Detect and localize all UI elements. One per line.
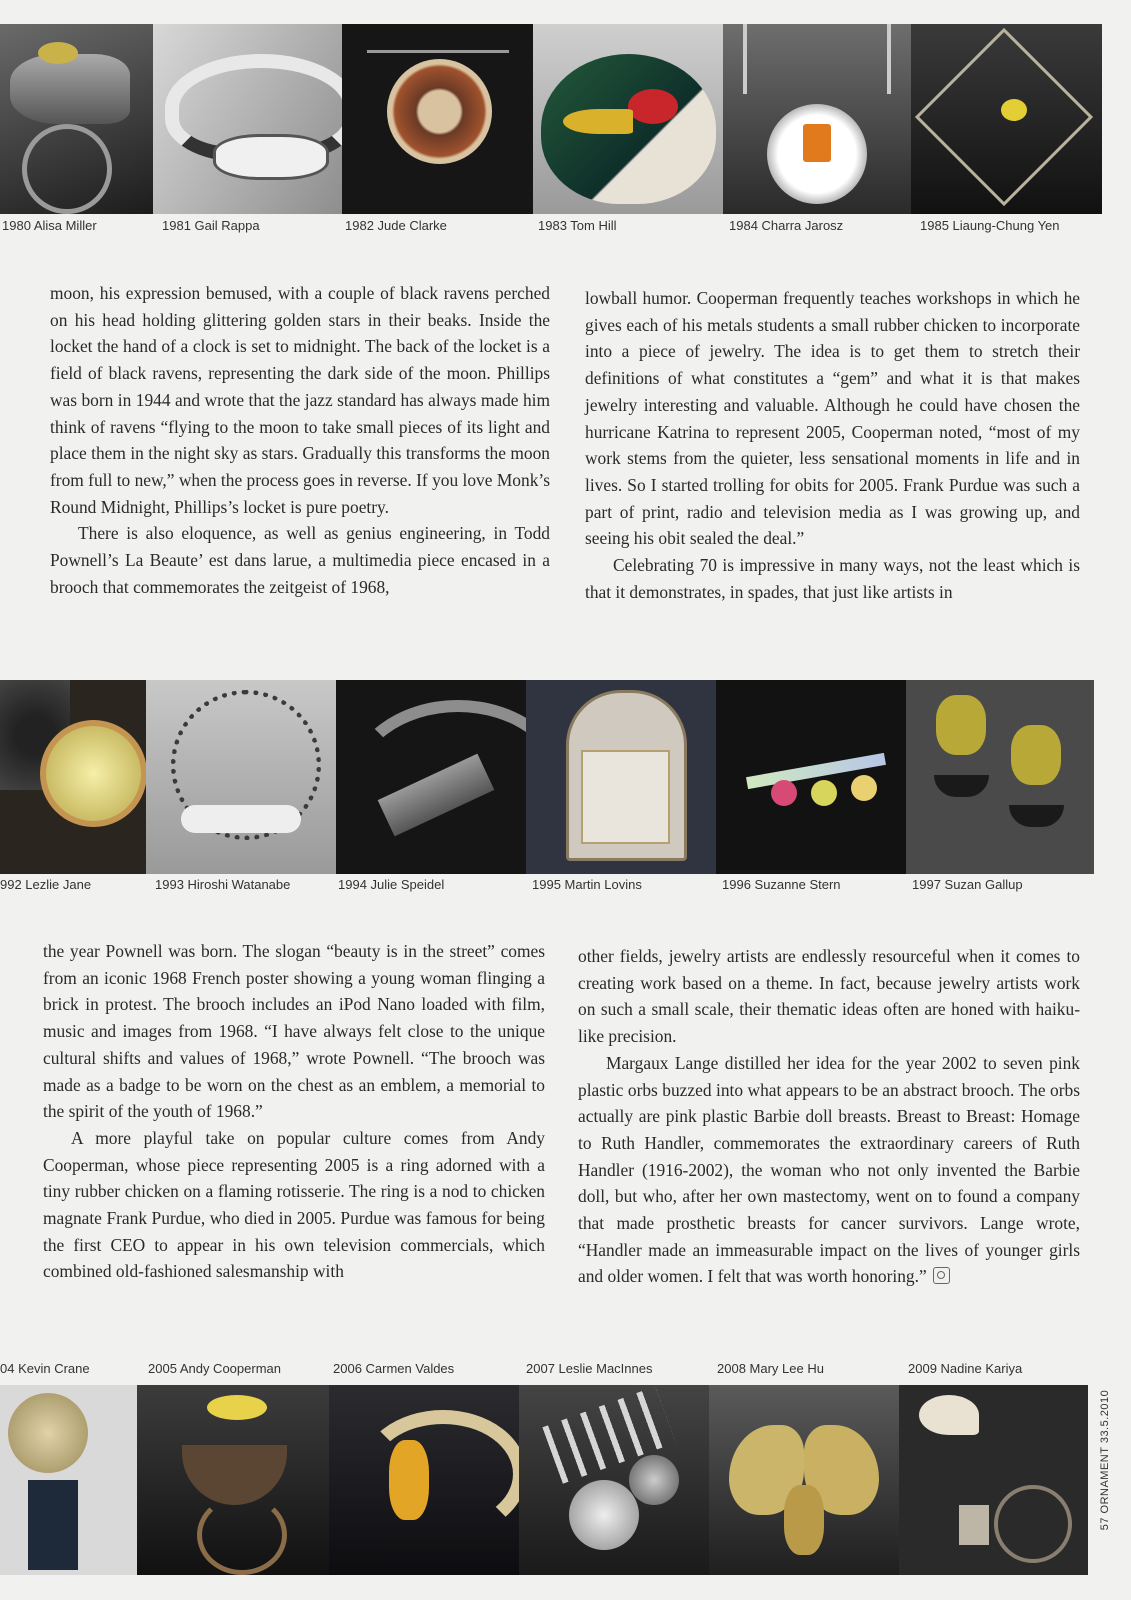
photo-2006-sculpture	[329, 1385, 519, 1575]
paragraph: the year Pownell was born. The slogan “beauty is in the street” comes from an iconic 1968 French poster showing a young woman flinging a brick in protest. The brooch includes an iPod Nano loaded with film, music and images from 1968. “I have always felt close to the unique cultural shifts and values of 1968,” wrote Pownell. “The brooch was made as a badge to be worn on the chest as an emblem, a memorial to the spirit of the youth of 1968.”	[43, 941, 545, 1122]
photo-1985-cage	[911, 24, 1102, 214]
paragraph: other fields, jewelry artists are endlessly resourceful when it comes to creating work based on a theme. In fact, because jewelry artists work on such a small scale, their thematic ideas often are honed with haiku-like precision.	[578, 946, 1080, 1047]
caption: 1995 Martin Lovins	[532, 877, 642, 892]
caption: 04 Kevin Crane	[0, 1361, 90, 1376]
photo-2009-assemblage	[899, 1385, 1088, 1575]
caption: 2005 Andy Cooperman	[148, 1361, 281, 1376]
photo-1995-reliquary	[526, 680, 716, 874]
paragraph	[578, 1050, 1080, 1290]
caption: 1993 Hiroshi Watanabe	[155, 877, 291, 892]
paragraph: lowball humor. Cooperman frequently teaches workshops in which he gives each of his metals students a small rubber chicken to incorporate into a piece of jewelry. The idea is to get them to stretch their definitions of what constitutes a “gem” and what it is that makes jewelry interesting and valuable. Although he could have chosen the hurricane Katrina to represent 2005, Cooperman noted, “most of my work stems from the quieter, less sensational moments in life and in lives. So I started trolling for obits for 2005. Frank Purdue was such a part of print, radio and television media as I was growing up, and seeing his obit sealed the deal.”	[585, 288, 1080, 549]
photo-1982-locket	[342, 24, 533, 214]
photo-1981-bracelet	[153, 24, 342, 214]
end-mark-icon	[933, 1267, 950, 1284]
middle-caption-row	[0, 877, 1131, 897]
caption: 1983 Tom Hill	[538, 218, 617, 233]
paragraph: There is also eloquence, as well as genius engineering, in Todd Pownell’s La Beaute’ est dans larue, a multimedia piece encased in a brooch that commemorates the zeitgeist of 1968,	[50, 523, 550, 597]
photo-1992-gem	[0, 680, 146, 874]
caption: 1980 Alisa Miller	[2, 218, 97, 233]
caption: 1996 Suzanne Stern	[722, 877, 841, 892]
caption: 1997 Suzan Gallup	[912, 877, 1023, 892]
middle-photo-strip	[0, 680, 1094, 874]
caption: 2007 Leslie MacInnes	[526, 1361, 653, 1376]
caption: 2006 Carmen Valdes	[333, 1361, 455, 1376]
photo-1997-earrings	[906, 680, 1094, 874]
article-column-right-2	[578, 943, 1080, 1290]
paragraph: A more playful take on popular culture comes from Andy Cooperman, whose piece representing 2005 is a ring adorned with a tiny rubber chicken on a flaming rotisserie. The ring is a nod to chicken magnate Frank Purdue, who died in 2005. Purdue was famous for being the first CEO to appear in his own television commercials, which combined old-fashioned salesmanship with	[43, 1127, 545, 1282]
caption: 1981 Gail Rappa	[162, 218, 260, 233]
photo-1996-brooch	[716, 680, 906, 874]
paragraph-text: Margaux Lange distilled her idea for the year 2002 to seven pink plastic orbs buzzed into what appears to be an abstract brooch. The orbs actually are pink plastic Barbie doll breasts. Breast to Breast: Homage to Ruth Handler, commemorates the extraordinary careers of Ruth Handler (1916-2002), the woman who not only invented the Barbie doll, but who, after her own mastectomy, went on to found a company that made prosthetic breasts for cancer survivors. Lange wrote, “Handler made an immeasurable impact on the lives of younger girls and older women. I felt that was worth honoring.”	[578, 1052, 1080, 1287]
photo-1994-sculpture	[336, 680, 526, 874]
caption: 1984 Charra Jarosz	[729, 218, 844, 233]
photo-1993-necklace	[146, 680, 336, 874]
article-column-left-2	[43, 938, 545, 1285]
caption: 1982 Jude Clarke	[345, 218, 447, 233]
photo-1980-ring	[0, 24, 153, 214]
photo-2007-ladder-brooch	[519, 1385, 709, 1575]
page-folio	[1098, 1385, 1112, 1535]
caption: 1985 Liaung-Chung Yen	[920, 218, 1060, 233]
caption: 992 Lezlie Jane	[0, 877, 92, 892]
caption: 2008 Mary Lee Hu	[717, 1361, 824, 1376]
folio-text: 57 ORNAMENT 33.5.2010	[1099, 1389, 1111, 1531]
photo-2008-gold-brooch	[709, 1385, 899, 1575]
article-column-right-1	[585, 285, 1080, 605]
article-column-left-1	[50, 280, 550, 600]
caption: 2009 Nadine Kariya	[908, 1361, 1023, 1376]
photo-1983-duck	[533, 24, 723, 214]
caption: 1994 Julie Speidel	[338, 877, 445, 892]
bottom-photo-strip	[0, 1385, 1088, 1575]
top-photo-strip	[0, 24, 1102, 214]
top-caption-row	[0, 218, 1131, 238]
photo-2004-figure	[0, 1385, 137, 1575]
photo-1984-pendant	[723, 24, 911, 214]
bottom-caption-row	[0, 1361, 1131, 1381]
paragraph: Celebrating 70 is impressive in many ways, not the least which is that it demonstrates, in spades, that just like artists in	[585, 555, 1080, 602]
paragraph: moon, his expression bemused, with a couple of black ravens perched on his head holding glittering golden stars in their beaks. Inside the locket the hand of a clock is set to midnight. The back of the locket is a field of black ravens, representing the dark side of the moon. Phillips was born in 1944 and wrote that the jazz standard has always made him think of ravens “flying to the moon to take small pieces of its light and place them in the night sky as stars. Gradually this transforms the moon from full to new,” when the process goes in reverse. If you love Monk’s Round Midnight, Phillips’s locket is pure poetry.	[50, 283, 550, 517]
photo-2005-rotisserie-ring	[137, 1385, 329, 1575]
